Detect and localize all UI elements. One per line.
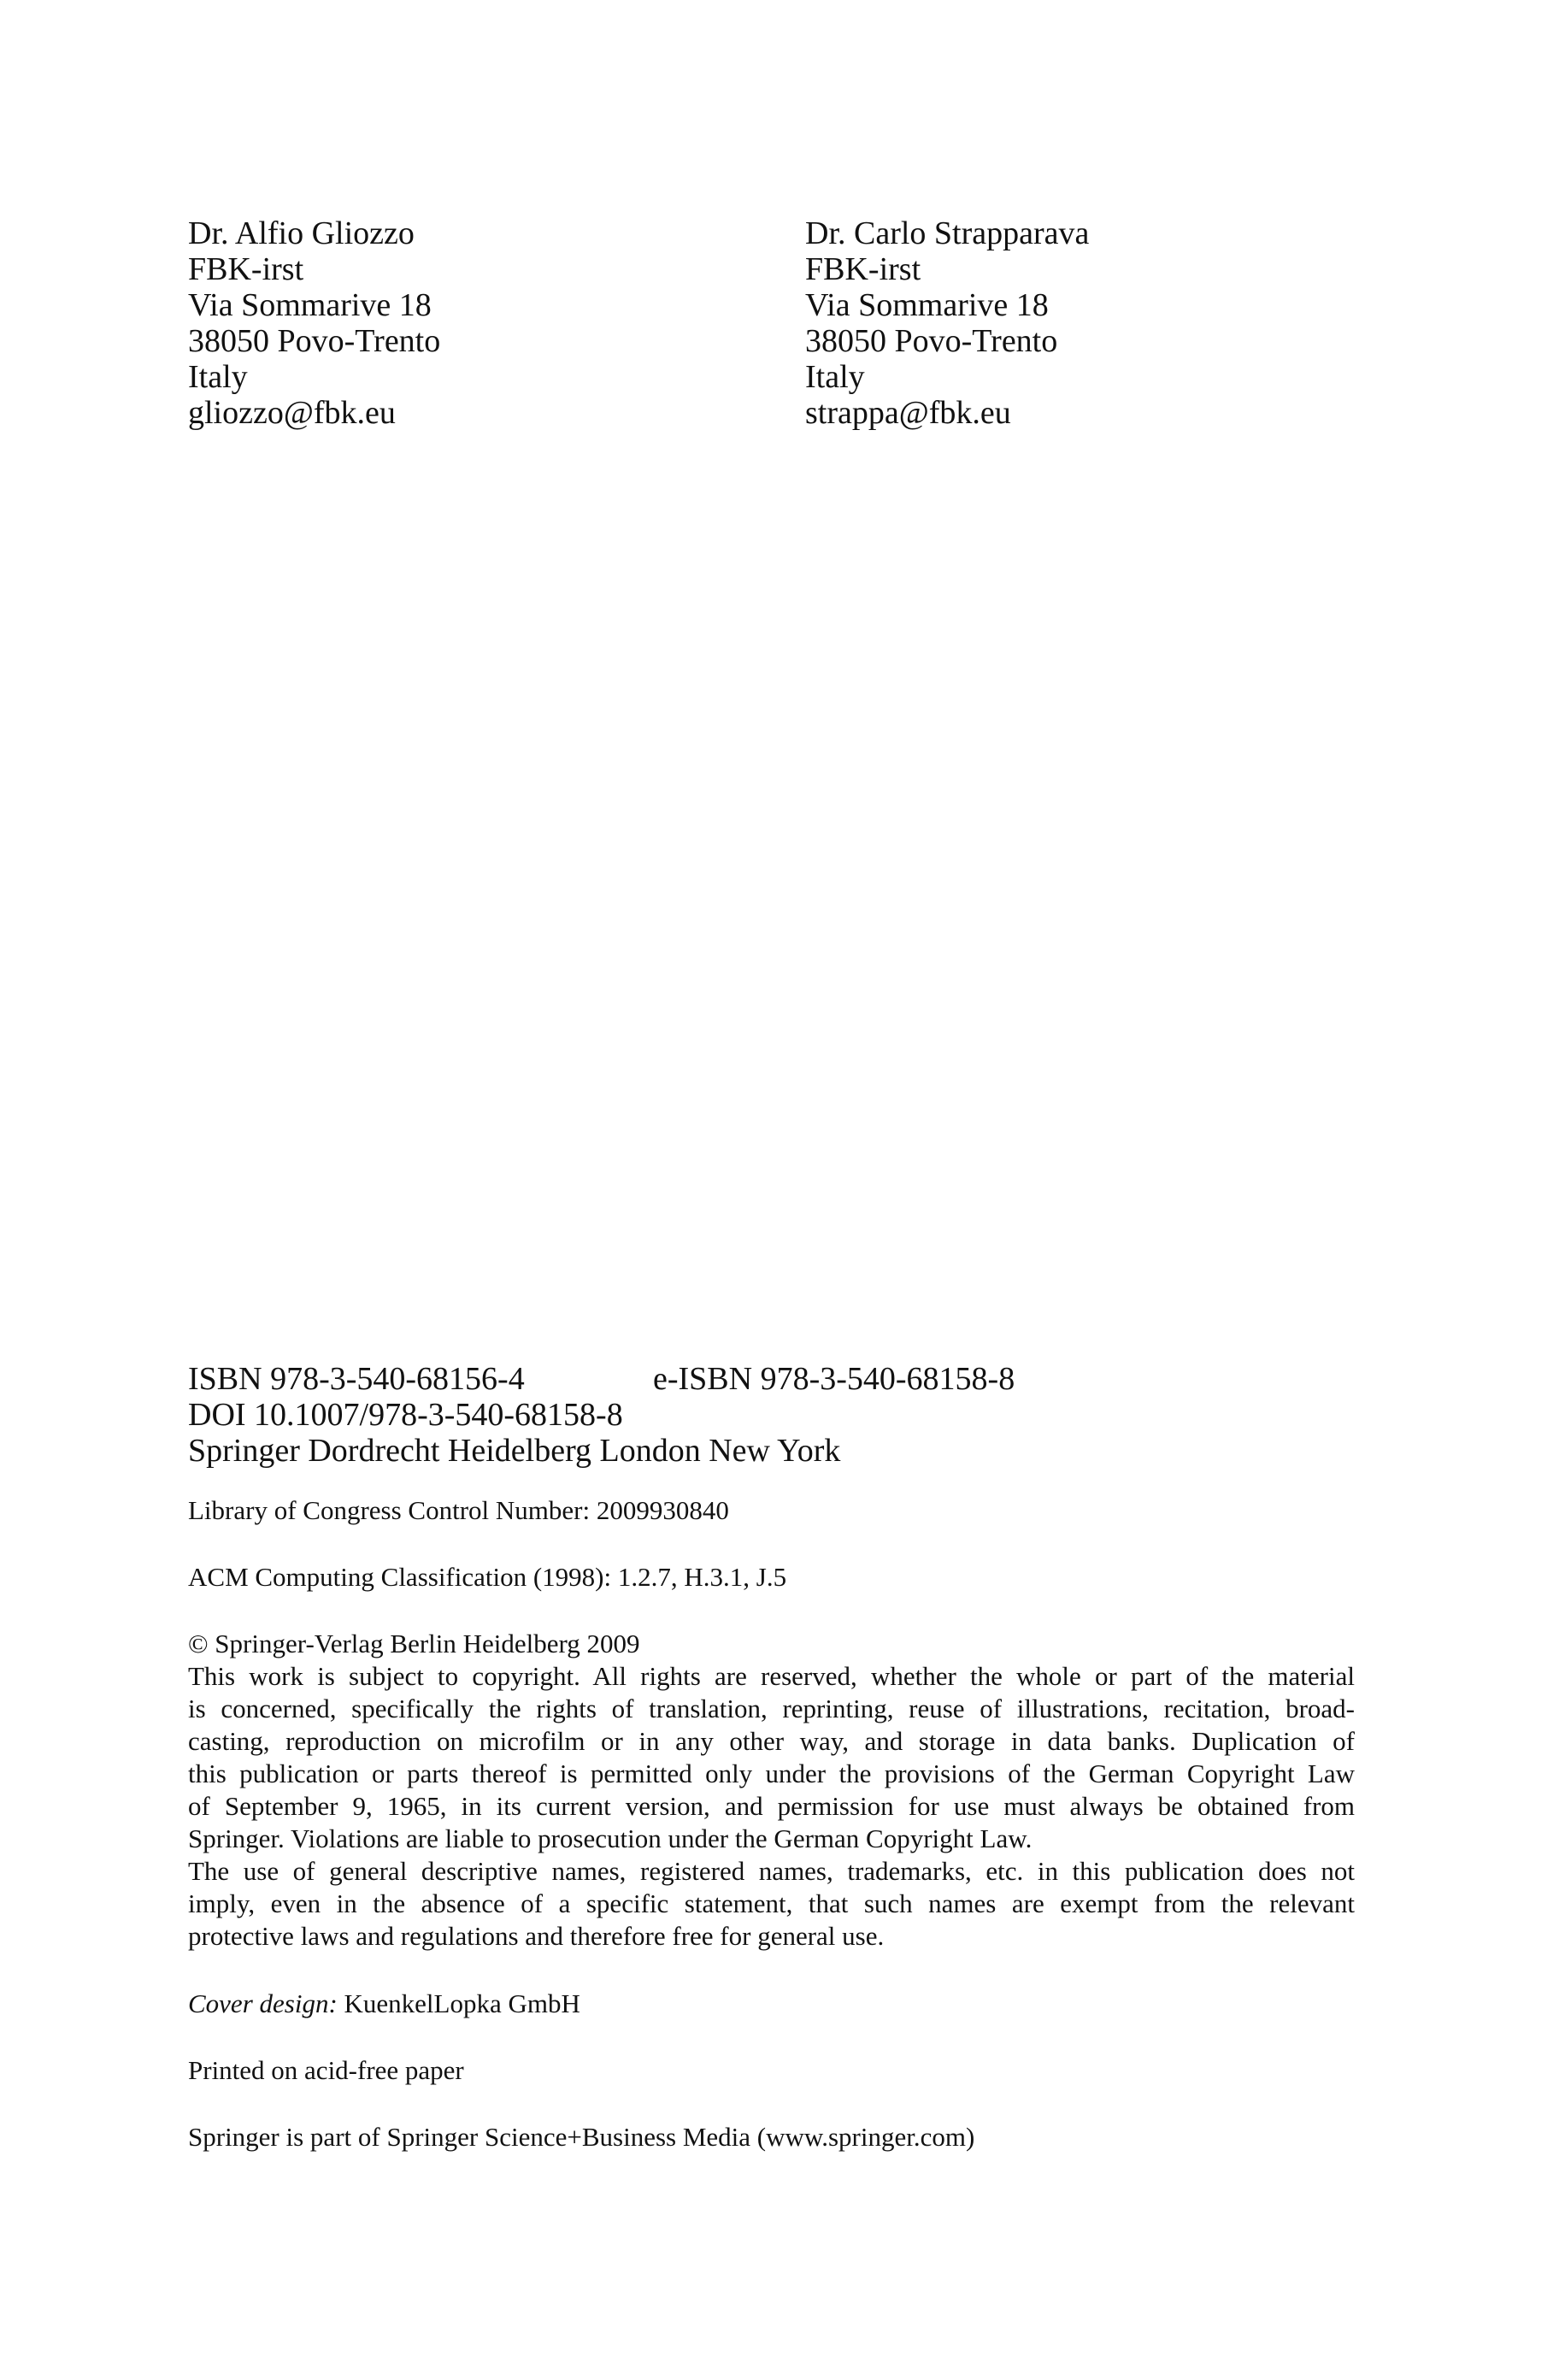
author-name: Dr. Alfio Gliozzo (188, 215, 415, 251)
publisher-places: Springer Dordrecht Heidelberg London New York (188, 1433, 841, 1469)
paper-note: Printed on acid-free paper (188, 2055, 464, 2085)
springer-part-note: Springer is part of Springer Science+Business Media (www.springer.com) (188, 2122, 975, 2152)
author-name: Dr. Carlo Strapparava (805, 215, 1090, 251)
author-street: Via Sommarive 18 (805, 287, 1049, 323)
author-city: 38050 Povo-Trento (188, 323, 441, 359)
isbn-row (188, 1361, 1410, 1397)
copyright-text-line: protective laws and regulations and therefore free for general use. (188, 1921, 885, 1951)
author-institution: FBK-irst (805, 251, 921, 287)
author-email: strappa@fbk.eu (805, 395, 1011, 431)
e-isbn: e-ISBN 978-3-540-68158-8 (653, 1361, 1015, 1397)
author-city: 38050 Povo-Trento (805, 323, 1058, 359)
copyright-text-line: is concerned, specifically the rights of translation, reprinting, reuse of illustrations, recitation, broad- (188, 1694, 1355, 1723)
author-address-left (188, 215, 440, 431)
cover-design (188, 1988, 1355, 2020)
copyright-text-line: This work is subject to copyright. All rights are reserved, whether the whole or part of the material (188, 1661, 1355, 1691)
author-institution: FBK-irst (188, 251, 304, 287)
isbn: ISBN 978-3-540-68156-4 (188, 1361, 525, 1397)
author-street: Via Sommarive 18 (188, 287, 432, 323)
copyright-text-line: this publication or parts thereof is permitted only under the provisions of the German Copyright Law (188, 1758, 1355, 1788)
cover-design-label: Cover design: (188, 1988, 338, 2018)
author-country: Italy (805, 359, 865, 395)
bibliographic-info (188, 1361, 1410, 1469)
author-email: gliozzo@fbk.eu (188, 395, 396, 431)
doi: DOI 10.1007/978-3-540-68158-8 (188, 1397, 623, 1433)
copyright-text-line: imply, even in the absence of a specific statement, that such names are exempt from the relevant (188, 1888, 1355, 1918)
copyright-text-line: Springer. Violations are liable to prosecution under the German Copyright Law. (188, 1823, 1033, 1853)
copyright-text-line: casting, reproduction on microfilm or in any other way, and storage in data banks. Duplication of (188, 1726, 1355, 1756)
copyright-text-line: The use of general descriptive names, registered names, trademarks, etc. in this publication does not (188, 1856, 1355, 1886)
copyright-holder: © Springer-Verlag Berlin Heidelberg 2009 (188, 1629, 640, 1658)
copyright-notice (188, 1628, 1355, 1953)
author-country: Italy (188, 359, 248, 395)
acm-classification: ACM Computing Classification (1998): 1.2.7, H.3.1, J.5 (188, 1562, 787, 1592)
author-address-right (805, 215, 1089, 431)
library-of-congress-number: Library of Congress Control Number: 2009930840 (188, 1495, 729, 1525)
copyright-text-line: of September 9, 1965, in its current version, and permission for use must always be obtained from (188, 1791, 1355, 1821)
cover-design-value: KuenkelLopka GmbH (344, 1988, 580, 2018)
